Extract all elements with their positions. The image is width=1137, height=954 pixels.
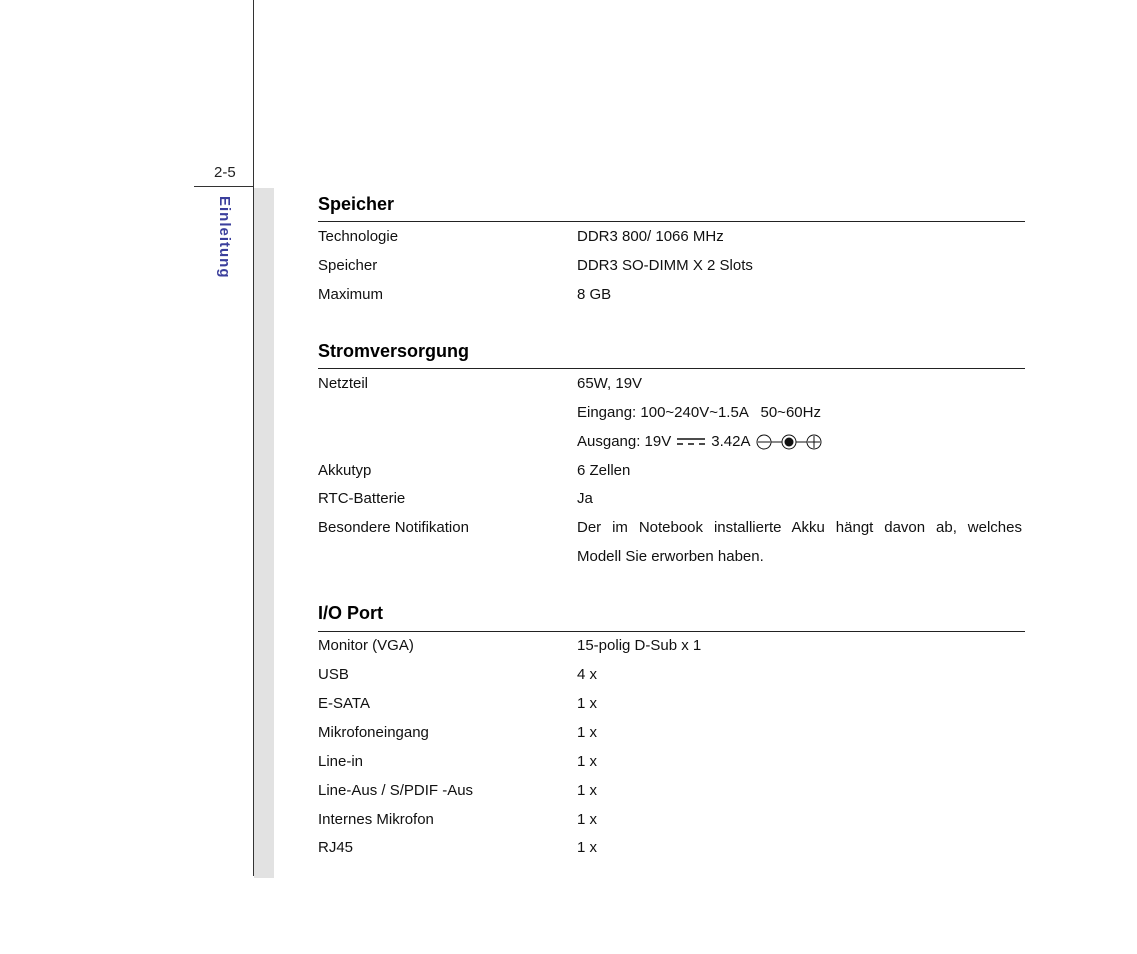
spec-row <box>318 404 1025 433</box>
spec-row <box>318 753 1025 782</box>
spec-row <box>318 490 1025 519</box>
spec-value: 15-polig D-Sub x 1 <box>577 637 702 654</box>
spec-row <box>318 666 1025 695</box>
spec-label: RJ45 <box>318 839 354 856</box>
output-voltage: Ausgang: 19V <box>577 433 672 450</box>
spec-value <box>577 433 1022 451</box>
spec-label: Maximum <box>318 286 384 303</box>
page-number-rule <box>194 186 254 187</box>
spec-row <box>318 811 1025 840</box>
spec-value-line1: Der im Notebook installierte Akku hängt davon ab, welches <box>577 519 1022 536</box>
spec-value: 1 x <box>577 782 598 799</box>
spec-row <box>318 695 1025 724</box>
section-title-speicher: Speicher <box>318 194 395 214</box>
spec-row <box>318 228 1025 257</box>
spec-value: DDR3 SO-DIMM X 2 Slots <box>577 257 753 274</box>
spec-label: Netzteil <box>318 375 369 392</box>
chapter-label: Einleitung <box>216 196 233 279</box>
spec-value: DDR3 800/ 1066 MHz <box>577 228 724 245</box>
section-rule <box>318 368 1025 369</box>
spec-row <box>318 375 1025 404</box>
section-rule <box>318 221 1025 222</box>
spec-label: Monitor (VGA) <box>318 637 414 654</box>
page-number: 2-5 <box>214 164 236 181</box>
spec-row <box>318 257 1025 286</box>
spec-label: Speicher <box>318 257 378 274</box>
polarity-icon <box>756 433 822 451</box>
spec-value: 1 x <box>577 695 598 712</box>
spec-label: RTC-Batterie <box>318 490 406 507</box>
spec-value: Ja <box>577 490 593 507</box>
spec-value: 8 GB <box>577 286 612 303</box>
spec-label: E-SATA <box>318 695 370 712</box>
spec-value: 4 x <box>577 666 598 683</box>
section-title-io-port: I/O Port <box>318 603 384 623</box>
spec-value: 1 x <box>577 724 598 741</box>
spec-label: Internes Mikrofon <box>318 811 434 828</box>
spec-row <box>318 462 1025 491</box>
spec-value: 1 x <box>577 753 598 770</box>
spec-label: Line-in <box>318 753 364 770</box>
spec-label: Mikrofoneingang <box>318 724 429 741</box>
spec-row <box>318 433 1025 462</box>
output-current: 3.42A <box>711 433 751 450</box>
spec-value: Eingang: 100~240V~1.5A 50~60Hz <box>577 404 821 421</box>
spec-row <box>318 782 1025 811</box>
spec-label: Line-Aus / S/PDIF -Aus <box>318 782 474 799</box>
spec-row <box>318 637 1025 666</box>
dc-current-icon <box>677 437 705 447</box>
spec-label: Technologie <box>318 228 399 245</box>
spec-label: Akkutyp <box>318 462 372 479</box>
spec-row <box>318 724 1025 753</box>
spec-row <box>318 839 1025 868</box>
spec-value: 65W, 19V <box>577 375 643 392</box>
spec-row <box>318 519 1025 577</box>
spec-label: USB <box>318 666 349 683</box>
spec-label: Besondere Notifikation <box>318 519 469 536</box>
spec-value-line2: Modell Sie erworben haben. <box>577 548 764 565</box>
margin-gray-strip <box>254 188 274 878</box>
spec-value: 6 Zellen <box>577 462 631 479</box>
section-rule <box>318 631 1025 632</box>
section-title-stromversorgung: Stromversorgung <box>318 341 470 361</box>
spec-row <box>318 286 1025 315</box>
spec-value: 1 x <box>577 811 598 828</box>
spec-value: 1 x <box>577 839 598 856</box>
